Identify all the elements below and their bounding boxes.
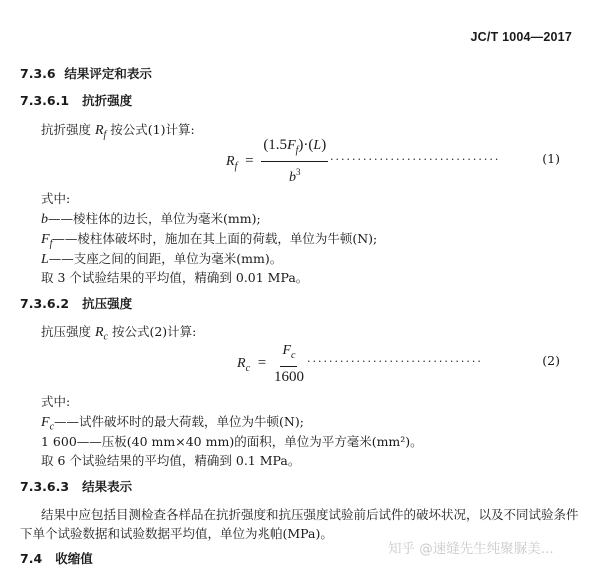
def-symbol: L bbox=[41, 252, 49, 267]
formula-lhs-sub: c bbox=[245, 362, 251, 374]
formula-numerator: $F_c$ bbox=[280, 340, 297, 367]
formula-lhs-sub: f bbox=[234, 160, 238, 172]
def-symbol: F bbox=[41, 232, 50, 247]
formula-lhs: R bbox=[226, 153, 235, 169]
def-symbol: b bbox=[41, 212, 48, 227]
section-heading-7-3-6-3 bbox=[20, 477, 132, 495]
def-symbol: F bbox=[41, 415, 50, 430]
section-number: 7.3.6.3 bbox=[20, 479, 70, 494]
section-number: 7.3.6.1 bbox=[20, 93, 70, 108]
formula-1: $R_f$ = $\frac{(1.5F_f)\cdot(L)}{b^3}$ bbox=[226, 135, 328, 188]
section-heading-7-3-6 bbox=[20, 64, 152, 82]
formula-denominator: 1600 bbox=[273, 369, 304, 385]
where-label: 式中: bbox=[41, 191, 71, 206]
standard-number: JC/T 1004—2017 bbox=[470, 30, 572, 44]
section-number: 7.4 bbox=[20, 551, 43, 566]
section-title: 抗压强度 bbox=[82, 296, 133, 311]
intro-text: 抗压强度 bbox=[41, 324, 95, 339]
def-text: ——压板(40 mm×40 mm)的面积，单位为平方毫米(mm²)。 bbox=[76, 434, 423, 449]
definition-1600 bbox=[41, 432, 423, 450]
subscript: c bbox=[103, 331, 108, 343]
def-text: ——棱柱体的边长，单位为毫米(mm); bbox=[48, 211, 261, 226]
intro-text: 按公式(1)计算: bbox=[106, 122, 195, 137]
formula-number-1: (1) bbox=[542, 151, 560, 166]
section-number: 7.3.6.2 bbox=[20, 296, 70, 311]
watermark: 知乎 @速缝先生纯聚脲美... bbox=[388, 541, 554, 557]
formula-numerator: $(1.5F_f)\cdot(L)$ bbox=[261, 135, 328, 162]
def-text: ——棱柱体破坏时，施加在其上面的荷载，单位为牛顿(N); bbox=[52, 231, 378, 246]
formula-denominator: $b^3$ bbox=[289, 167, 301, 185]
definition-l bbox=[41, 249, 282, 268]
section-heading-7-3-6-1 bbox=[20, 91, 132, 109]
subscript: f bbox=[103, 129, 107, 141]
result-text-line-1: 结果中应包括目测检查各样品在抗折强度和抗压强度试验前后试件的破坏状况，以及不同试验条件 bbox=[41, 507, 579, 522]
intro-text: 抗折强度 bbox=[41, 122, 95, 137]
formula-2: $R_c$ = $\frac{F_c}{1600}$ bbox=[237, 340, 304, 387]
section-heading-7-3-6-2 bbox=[20, 294, 132, 312]
precision-note-1: 取 3 个试验结果的平均值，精确到 0.01 MPa。 bbox=[41, 270, 309, 285]
intro-text: 按公式(2)计算: bbox=[108, 324, 197, 339]
section-title: 结果评定和表示 bbox=[64, 66, 152, 81]
formula-intro-2 bbox=[41, 322, 196, 343]
section-heading-7-4 bbox=[20, 549, 93, 567]
def-text: ——试件破坏时的最大荷载，单位为牛顿(N); bbox=[54, 414, 304, 429]
def-subscript: c bbox=[49, 421, 55, 433]
def-text: ——支座之间的间距，单位为毫米(mm)。 bbox=[48, 251, 283, 266]
definition-ff bbox=[41, 229, 377, 250]
section-title: 结果表示 bbox=[82, 479, 133, 494]
formula-fraction bbox=[274, 340, 304, 387]
symbol: R bbox=[94, 325, 104, 340]
def-symbol: 1 600 bbox=[41, 434, 77, 449]
formula-lhs: R bbox=[237, 355, 246, 371]
symbol: R bbox=[94, 123, 104, 138]
definition-b bbox=[41, 209, 261, 228]
formula-number-2: (2) bbox=[542, 353, 560, 368]
section-number: 7.3.6 bbox=[20, 66, 56, 81]
section-title: 抗折强度 bbox=[82, 93, 133, 108]
formula-leader-dots: ······························· bbox=[330, 153, 501, 166]
definition-fc bbox=[41, 412, 304, 433]
formula-leader-dots: ································ bbox=[307, 355, 483, 368]
where-label: 式中: bbox=[41, 394, 71, 409]
result-text-line-2: 下单个试验数据和试验数据平均值，单位为兆帕(MPa)。 bbox=[20, 526, 333, 541]
section-title: 收缩值 bbox=[55, 551, 93, 566]
precision-note-2: 取 6 个试验结果的平均值，精确到 0.1 MPa。 bbox=[41, 453, 301, 468]
def-subscript: f bbox=[49, 238, 53, 250]
formula-fraction bbox=[261, 135, 328, 188]
formula-intro-1 bbox=[41, 120, 195, 141]
